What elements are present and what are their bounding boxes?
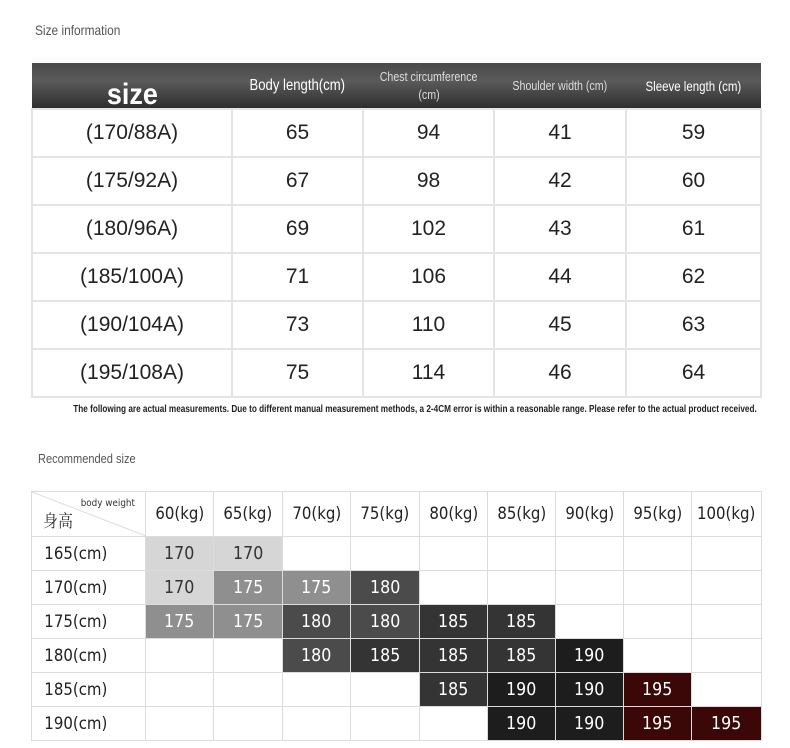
empty-cell [624, 605, 692, 639]
size-cell: (195/108A) [32, 349, 232, 397]
shoulder-cell: 45 [494, 301, 626, 349]
size-recommendation-cell: 170 [214, 537, 283, 571]
empty-cell [624, 639, 692, 673]
size-cell: (175/92A) [32, 157, 232, 205]
empty-cell [488, 571, 556, 605]
empty-cell [692, 605, 762, 639]
size-recommendation-cell: 190 [488, 707, 556, 741]
size-recommendation-cell: 185 [420, 605, 488, 639]
shoulder-cell: 43 [494, 205, 626, 253]
sleeve-cell: 61 [626, 205, 761, 253]
size-recommendation-cell: 190 [556, 673, 624, 707]
weight-header: 90(kg) [556, 492, 624, 537]
chest-cell: 114 [363, 349, 494, 397]
table-row [32, 537, 762, 571]
table-row [32, 707, 762, 741]
sleeve-cell: 62 [626, 253, 761, 301]
table-row [32, 157, 761, 205]
weight-header-row [32, 492, 762, 537]
size-recommendation-cell: 190 [556, 639, 624, 673]
table-row [32, 605, 762, 639]
height-label: 175(cm) [32, 605, 146, 639]
size-table-header [32, 63, 761, 109]
height-label: 170(cm) [32, 571, 146, 605]
size-recommendation-cell: 175 [146, 605, 214, 639]
body-length-cell: 75 [232, 349, 363, 397]
size-recommendation-cell: 175 [214, 605, 283, 639]
body-length-cell: 69 [232, 205, 363, 253]
shoulder-cell: 44 [494, 253, 626, 301]
chest-cell: 106 [363, 253, 494, 301]
shoulder-cell: 41 [494, 109, 626, 157]
table-row [32, 571, 762, 605]
empty-cell [283, 537, 351, 571]
empty-cell [351, 537, 420, 571]
size-recommendation-cell: 185 [488, 605, 556, 639]
size-cell: (185/100A) [32, 253, 232, 301]
table-row [32, 639, 762, 673]
weight-header: 65(kg) [214, 492, 283, 537]
sleeve-cell: 59 [626, 109, 761, 157]
empty-cell [556, 571, 624, 605]
empty-cell [692, 571, 762, 605]
size-recommendation-cell: 195 [624, 673, 692, 707]
size-information-title: Size information [35, 22, 121, 38]
table-row [32, 349, 761, 397]
body-length-cell: 73 [232, 301, 363, 349]
size-cell: (190/104A) [32, 301, 232, 349]
size-recommendation-cell: 190 [488, 673, 556, 707]
measurement-note: The following are actual measurements. Due to different manual measurement methods, a 2-4CM error is within a reasonable range. Please refer to the actual product received. [73, 404, 757, 415]
empty-cell [556, 605, 624, 639]
weight-header: 95(kg) [624, 492, 692, 537]
size-recommendation-cell: 180 [351, 605, 420, 639]
empty-cell [488, 537, 556, 571]
sleeve-cell: 63 [626, 301, 761, 349]
table-row [32, 301, 761, 349]
size-recommendation-cell: 195 [624, 707, 692, 741]
empty-cell [692, 537, 762, 571]
sleeve-cell: 64 [626, 349, 761, 397]
height-label: 180(cm) [32, 639, 146, 673]
height-label: 165(cm) [32, 537, 146, 571]
size-cell: (170/88A) [32, 109, 232, 157]
size-recommendation-cell: 180 [351, 571, 420, 605]
empty-cell [420, 571, 488, 605]
empty-cell [146, 673, 214, 707]
empty-cell [351, 707, 420, 741]
table-row [32, 673, 762, 707]
chest-cell: 98 [363, 157, 494, 205]
weight-header: 60(kg) [146, 492, 214, 537]
size-table [31, 63, 762, 398]
size-recommendation-cell: 180 [283, 605, 351, 639]
size-recommendation-cell: 190 [556, 707, 624, 741]
size-recommendation-cell: 170 [146, 537, 214, 571]
size-recommendation-cell: 195 [692, 707, 762, 741]
weight-header: 100(kg) [692, 492, 762, 537]
empty-cell [692, 639, 762, 673]
empty-cell [283, 707, 351, 741]
empty-cell [146, 639, 214, 673]
chest-cell: 94 [363, 109, 494, 157]
weight-header: 80(kg) [420, 492, 488, 537]
header-sleeve: Sleeve length (cm) [626, 63, 761, 109]
sleeve-cell: 60 [626, 157, 761, 205]
header-body-length: Body length(cm) [232, 63, 363, 109]
table-row [32, 253, 761, 301]
size-recommendation-cell: 180 [283, 639, 351, 673]
shoulder-cell: 42 [494, 157, 626, 205]
size-recommendation-cell: 185 [420, 673, 488, 707]
empty-cell [692, 673, 762, 707]
empty-cell [351, 673, 420, 707]
empty-cell [146, 707, 214, 741]
header-size: size [32, 63, 232, 109]
weight-header: 75(kg) [351, 492, 420, 537]
corner-cell [32, 492, 146, 537]
size-recommendation-cell: 175 [283, 571, 351, 605]
table-row [32, 205, 761, 253]
empty-cell [556, 537, 624, 571]
recommended-size-title: Recommended size [38, 451, 136, 466]
size-recommendation-cell: 185 [488, 639, 556, 673]
empty-cell [283, 673, 351, 707]
empty-cell [420, 707, 488, 741]
chest-cell: 110 [363, 301, 494, 349]
size-recommendation-cell: 185 [420, 639, 488, 673]
body-length-cell: 71 [232, 253, 363, 301]
corner-body-weight-label: body weight [81, 498, 136, 509]
height-label: 185(cm) [32, 673, 146, 707]
corner-height-label: 身高 [43, 512, 73, 532]
header-chest: Chest circumference (cm) [363, 63, 494, 109]
size-cell: (180/96A) [32, 205, 232, 253]
empty-cell [624, 571, 692, 605]
height-label: 190(cm) [32, 707, 146, 741]
empty-cell [214, 673, 283, 707]
empty-cell [420, 537, 488, 571]
weight-header: 85(kg) [488, 492, 556, 537]
weight-header: 70(kg) [283, 492, 351, 537]
empty-cell [214, 707, 283, 741]
empty-cell [214, 639, 283, 673]
size-recommendation-cell: 185 [351, 639, 420, 673]
chest-cell: 102 [363, 205, 494, 253]
table-row [32, 109, 761, 157]
body-length-cell: 65 [232, 109, 363, 157]
empty-cell [624, 537, 692, 571]
size-recommendation-cell: 170 [146, 571, 214, 605]
shoulder-cell: 46 [494, 349, 626, 397]
body-length-cell: 67 [232, 157, 363, 205]
recommended-size-grid [31, 491, 762, 741]
header-shoulder: Shoulder width (cm) [494, 63, 626, 109]
size-recommendation-cell: 175 [214, 571, 283, 605]
